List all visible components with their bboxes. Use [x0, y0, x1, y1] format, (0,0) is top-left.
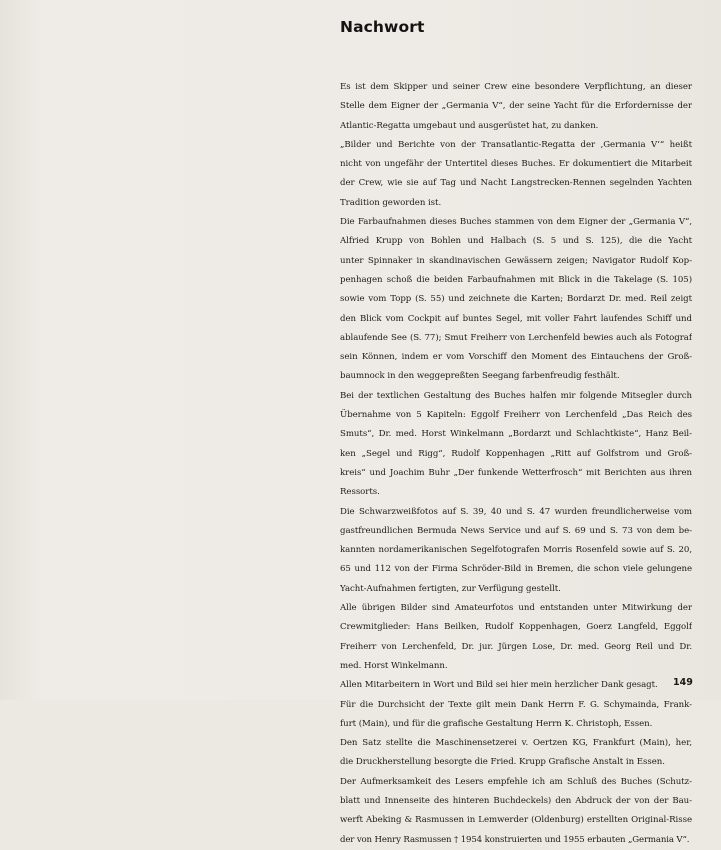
text-line: Den Satz stellte die Maschinensetzerei v. Oertzen KG, Frankfurt (Main), her,: [340, 738, 692, 749]
text-line: 65 und 112 von der Firma Schröder-Bild in Bremen, die schon viele gelungene: [340, 564, 692, 575]
text-line: blatt und Innenseite des hinteren Buchdeckels) den Abdruck der von der Bau-: [340, 795, 692, 806]
text-line: kreis“ und Joachim Buhr „Der funkende Wetterfrosch“ mit Berichten aus ihren: [340, 467, 692, 478]
text-line: Für die Durchsicht der Texte gilt mein Dank Herrn F. G. Schymainda, Frank-: [340, 699, 692, 710]
text-line: Allen Mitarbeitern in Wort und Bild sei hier mein herzlicher Dank gesagt.: [340, 680, 658, 691]
text-line: Atlantic-Regatta umgebaut und ausgerüstet hat, zu danken.: [340, 120, 599, 131]
text-line: gastfreundlichen Bermuda News Service und auf S. 69 und S. 73 von dem be-: [340, 525, 692, 536]
text-line: Freiherr von Lerchenfeld, Dr. jur. Jürgen Lose, Dr. med. Georg Reil und Dr.: [340, 641, 692, 652]
text-line: Smuts“, Dr. med. Horst Winkelmann „Bordarzt und Schlachtkiste“, Hanz Beil-: [340, 429, 692, 440]
text-line: Alfried Krupp von Bohlen und Halbach (S. 5 und S. 125), die die Yacht: [340, 236, 692, 247]
text-line: Die Schwarzweißfotos auf S. 39, 40 und S. 47 wurden freundlicherweise vom: [340, 506, 692, 517]
afterword-text: [340, 78, 692, 850]
text-line: der von Henry Rasmussen † 1954 konstruierten und 1955 erbauten „Germania V“.: [340, 834, 690, 845]
text-line: der Crew, wie sie auf Tag und Nacht Langstrecken-Rennen segelnden Yachten: [340, 178, 692, 189]
text-line: furt (Main), und für die grafische Gestaltung Herrn K. Christoph, Essen.: [340, 718, 653, 729]
text-line: Übernahme von 5 Kapiteln: Eggolf Freiherr von Lerchenfeld „Das Reich des: [340, 410, 692, 421]
text-line: Ressorts.: [340, 487, 380, 498]
text-line: penhagen schoß die beiden Farbaufnahmen mit Blick in die Takelage (S. 105): [340, 274, 692, 285]
text-line: baumnock in den weggepreßten Seegang farbenfreudig festhält.: [340, 371, 620, 382]
text-line: Yacht-Aufnahmen fertigten, zur Verfügung gestellt.: [340, 583, 561, 594]
text-line: werft Abeking & Rasmussen in Lemwerder (Oldenburg) erstellten Original-Risse: [340, 815, 692, 826]
text-line: nicht von ungefähr der Untertitel dieses Buches. Er dokumentiert die Mitarbeit: [340, 159, 692, 170]
text-line: sein Können, indem er vom Vorschiff den Moment des Eintauchens der Groß-: [340, 352, 692, 363]
text-line: sowie vom Topp (S. 55) und zeichnete die Karten; Bordarzt Dr. med. Reil zeigt: [340, 294, 692, 305]
text-line: ken „Segel und Rigg“, Rudolf Koppenhagen „Ritt auf Golfstrom und Groß-: [340, 448, 692, 459]
paragraph: [340, 78, 692, 136]
paragraph: [340, 599, 692, 676]
text-line: Stelle dem Eigner der „Germania V“, der seine Yacht für die Erfordernisse der: [340, 101, 692, 112]
paragraph: [340, 136, 692, 213]
paragraph: [340, 387, 692, 503]
text-line: den Blick vom Cockpit auf buntes Segel, mit voller Fahrt laufendes Schiff und: [340, 313, 692, 324]
text-line: Tradition geworden ist.: [340, 197, 442, 208]
text-line: „Bilder und Berichte von der Transatlantic-Regatta der ‚Germania V‘“ heißt: [340, 139, 692, 150]
paragraph: [340, 696, 692, 735]
text-line: Der Aufmerksamkeit des Lesers empfehle ich am Schluß des Buches (Schutz-: [340, 776, 692, 787]
text-line: med. Horst Winkelmann.: [340, 660, 448, 671]
text-line: Alle übrigen Bilder sind Amateurfotos und entstanden unter Mitwirkung der: [340, 603, 692, 614]
paragraph: [340, 503, 692, 599]
page-number: 149: [673, 677, 693, 688]
text-line: Crewmitglieder: Hans Beilken, Rudolf Koppenhagen, Goerz Langfeld, Eggolf: [340, 622, 692, 633]
text-line: Bei der textlichen Gestaltung des Buches halfen mir folgende Mitsegler durch: [340, 390, 692, 401]
text-line: unter Spinnaker in skandinavischen Gewässern zeigen; Navigator Rudolf Kop-: [340, 255, 692, 266]
paragraph: [340, 773, 692, 850]
text-line: kannten nordamerikanischen Segelfotografen Morris Rosenfeld sowie auf S. 20,: [340, 545, 692, 556]
paragraph: [340, 213, 692, 387]
text-line: die Druckherstellung besorgte die Fried. Krupp Grafische Anstalt in Essen.: [340, 757, 665, 768]
text-line: ablaufende See (S. 77); Smut Freiherr von Lerchenfeld bewies auch als Fotograf: [340, 332, 692, 343]
text-line: Es ist dem Skipper und seiner Crew eine besondere Verpflichtung, an dieser: [340, 82, 692, 92]
paragraph: [340, 676, 692, 695]
paragraph: [340, 734, 692, 773]
text-line: Die Farbaufnahmen dieses Buches stammen von dem Eigner der „Germania V“,: [340, 217, 692, 228]
page-heading: Nachwort: [340, 18, 425, 36]
